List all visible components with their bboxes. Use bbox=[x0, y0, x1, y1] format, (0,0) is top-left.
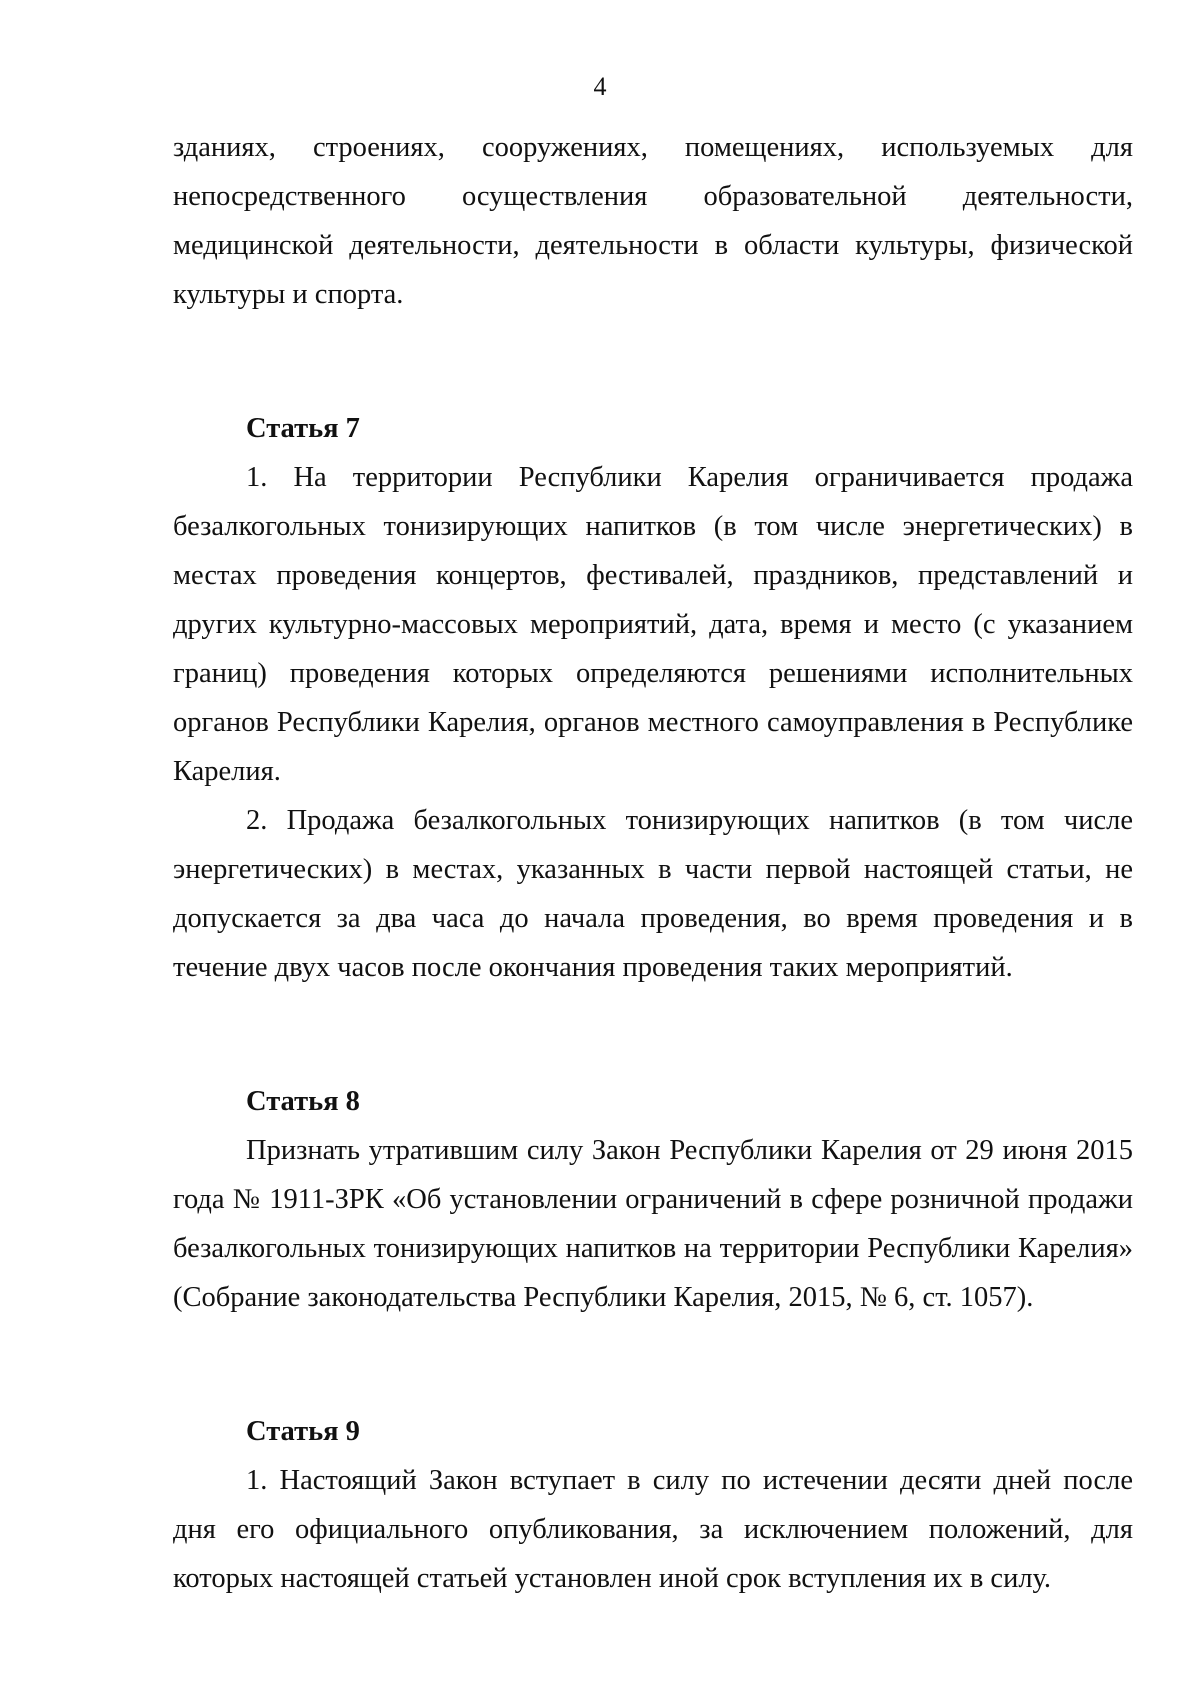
spacer bbox=[173, 319, 1133, 368]
spacer bbox=[173, 1041, 1133, 1077]
article-9 bbox=[173, 1407, 1133, 1603]
article-heading: Статья 7 bbox=[246, 413, 360, 444]
spacer bbox=[173, 992, 1133, 1041]
article-paragraph: Признать утратившим силу Закон Республики Карелия от 29 июня 2015 года № 1911-ЗРК «Об установлении ограничений в сфере розничной продажи безалкогольных тонизирующих напитков на территории Республики Карелия» (Собрание законодательства Республики Карелия, 2015, № 6, ст. 1057). bbox=[173, 1135, 1133, 1313]
spacer bbox=[173, 1371, 1133, 1407]
page-number: 4 bbox=[593, 72, 607, 101]
article-paragraph: 2. Продажа безалкогольных тонизирующих напитков (в том числе энергетических) в местах, указанных в части первой настоящей статьи, не допускается за два часа до начала проведения, во время проведения и в течение двух часов после окончания проведения таких мероприятий. bbox=[173, 805, 1133, 983]
article-heading: Статья 8 bbox=[246, 1086, 360, 1117]
document-body bbox=[173, 123, 1133, 1603]
article-paragraph: 1. На территории Республики Карелия ограничивается продажа безалкогольных тонизирующих напитков (в том числе энергетических) в местах проведения концертов, фестивалей, праздников, представлений и других культурно-массовых мероприятий, дата, время и место (с указанием границ) проведения которых определяются решениями исполнительных органов Республики Карелия, органов местного самоуправления в Республике Карелия. bbox=[173, 462, 1133, 787]
article-paragraph: 1. Настоящий Закон вступает в силу по истечении десяти дней после дня его официального опубликования, за исключением положений, для которых настоящей статьей установлен иной срок вступления их в силу. bbox=[173, 1465, 1133, 1594]
article-8 bbox=[173, 1077, 1133, 1322]
spacer bbox=[173, 1322, 1133, 1371]
intro-paragraph: зданиях, строениях, сооружениях, помещениях, используемых для непосредственного осуществления образовательной деятельности, медицинской деятельности, деятельности в области культуры, физической культуры и спорта. bbox=[173, 132, 1133, 310]
article-heading: Статья 9 bbox=[246, 1416, 360, 1447]
spacer bbox=[173, 368, 1133, 404]
article-7 bbox=[173, 404, 1133, 992]
